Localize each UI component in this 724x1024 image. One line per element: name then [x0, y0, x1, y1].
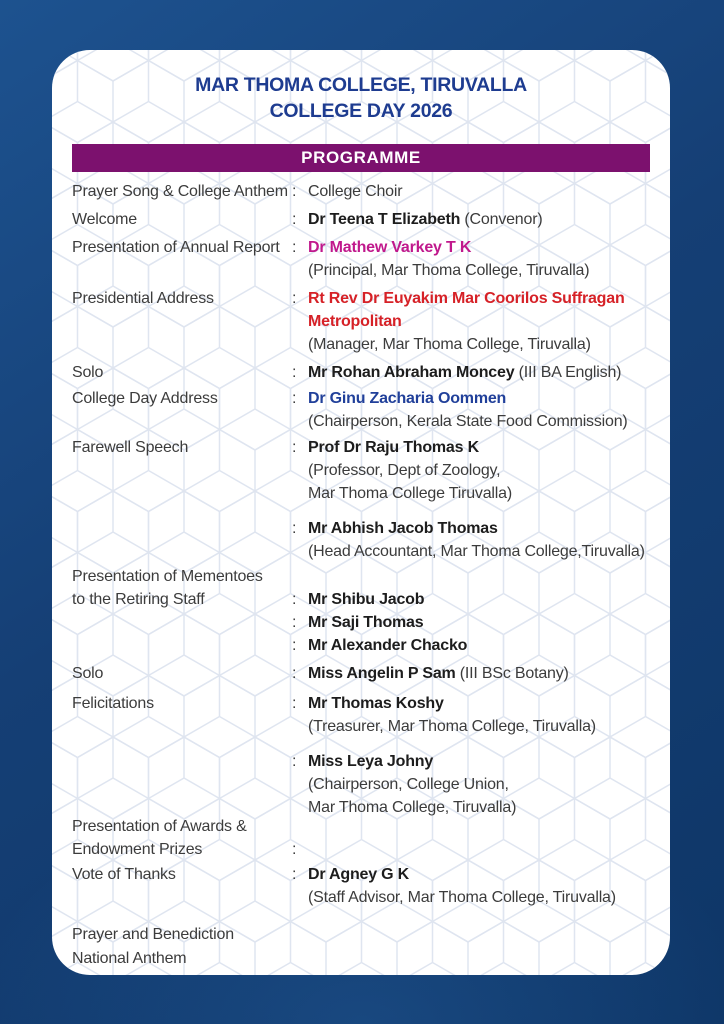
row-label-line: Presentation of Mementoes [72, 568, 263, 585]
row-content [292, 208, 650, 231]
colon-separator: : [292, 665, 297, 682]
programme-row [72, 947, 650, 970]
programme-row [72, 361, 650, 384]
colon-separator: : [292, 841, 297, 858]
colon-separator: : [292, 439, 297, 456]
person-entry [292, 180, 650, 203]
row-content [292, 815, 650, 861]
person-name-line: Dr Agney G K [308, 866, 410, 883]
row-label-line: Prayer and Benediction [72, 926, 234, 943]
person-detail: (Manager, Mar Thoma College, Tiruvalla) [308, 336, 591, 353]
row-label-line: to the Retiring Staff [72, 591, 205, 608]
row-label-line: Presentation of Annual Report [72, 239, 280, 256]
person-name [308, 662, 456, 685]
person-entry [292, 662, 650, 685]
colon-separator: : [292, 695, 297, 712]
person-name-line: Mr Shibu Jacob [308, 591, 425, 608]
person-qualifier: (Convenor) [460, 211, 543, 228]
person-name-line: Dr Mathew Varkey T K [308, 239, 472, 256]
colon-separator: : [292, 290, 297, 307]
person-name [308, 436, 479, 459]
person-detail: Mar Thoma College Tiruvalla) [308, 485, 512, 502]
person-entry [292, 361, 650, 384]
colon-separator: : [292, 614, 297, 631]
row-content [292, 662, 650, 685]
person-name-line: Mr Thomas Koshy [308, 695, 444, 712]
colon-separator: : [292, 390, 297, 407]
row-label-line: Welcome [72, 211, 137, 228]
colon-separator: : [292, 183, 297, 200]
person-name [308, 692, 444, 715]
row-label [72, 387, 292, 433]
row-label [72, 517, 292, 563]
row-label [72, 692, 292, 738]
person-name [308, 208, 460, 231]
row-label-line: Presentation of Awards & [72, 818, 247, 835]
person-name-line: Prof Dr Raju Thomas K [308, 439, 479, 456]
person-name-line: Rt Rev Dr Euyakim Mar Coorilos Suffragan [308, 290, 625, 307]
row-label [72, 208, 292, 231]
row-label-line: College Day Address [72, 390, 218, 407]
person-name [308, 287, 625, 333]
row-label-line: Solo [72, 364, 104, 381]
person-name-line: Mr Rohan Abraham Moncey [308, 364, 515, 381]
row-label [72, 565, 292, 657]
programme-row [72, 180, 650, 203]
row-content [292, 517, 650, 563]
row-label [72, 180, 292, 203]
programme-row [72, 750, 650, 819]
row-content [292, 180, 650, 203]
college-name: MAR THOMA COLLEGE, TIRUVALLA [195, 74, 527, 96]
row-label [72, 236, 292, 282]
person-entry [292, 750, 650, 773]
programme-row [72, 387, 650, 433]
page-title [52, 50, 670, 124]
colon-separator: : [292, 637, 297, 654]
person-entry [292, 517, 650, 540]
person-name-line: Miss Leya Johny [308, 753, 434, 770]
programme-row [72, 815, 650, 861]
person-name [308, 517, 498, 540]
person-name-line: Mr Saji Thomas [308, 614, 424, 631]
person-qualifier: (III BA English) [514, 364, 622, 381]
person-detail: (Principal, Mar Thoma College, Tiruvalla) [308, 262, 590, 279]
row-label-line: Solo [72, 665, 104, 682]
programme-row [72, 208, 650, 231]
programme-row [72, 565, 650, 657]
row-label-line: Felicitations [72, 695, 154, 712]
person-qualifier: (III BSc Botany) [455, 665, 569, 682]
person-detail: (Chairperson, Kerala State Food Commission) [308, 413, 628, 430]
programme-banner-label: PROGRAMME [301, 148, 421, 167]
programme-row [72, 692, 650, 738]
person-entry [292, 611, 650, 634]
row-label [72, 287, 292, 356]
person-name [308, 634, 467, 657]
row-label-line: Prayer Song & College Anthem [72, 183, 288, 200]
person-entry [292, 634, 650, 657]
person-name [308, 361, 514, 384]
row-content [292, 863, 650, 909]
person-name [308, 611, 423, 634]
person-entry [292, 387, 650, 410]
row-label [72, 436, 292, 505]
row-content [292, 361, 650, 384]
row-content [292, 236, 650, 282]
person-name-line: Dr Teena T Elizabeth [308, 211, 461, 228]
person-name-line: Metropolitan [308, 313, 402, 330]
row-label [72, 750, 292, 819]
programme-row [72, 436, 650, 505]
person-name [308, 180, 402, 203]
person-detail: Mar Thoma College, Tiruvalla) [308, 799, 517, 816]
person-name [308, 236, 471, 259]
colon-separator: : [292, 364, 297, 381]
programme-row [72, 923, 650, 946]
row-label-line: Endowment Prizes [72, 841, 203, 858]
person-entry [292, 588, 650, 611]
row-label [72, 947, 292, 970]
colon-separator: : [292, 520, 297, 537]
programme-row [72, 287, 650, 356]
person-name-line: College Choir [308, 183, 403, 200]
row-label [72, 815, 292, 861]
person-entry [292, 436, 650, 459]
event-name: COLLEGE DAY 2026 [269, 100, 453, 122]
row-label [72, 863, 292, 909]
person-entry [292, 236, 650, 259]
person-entry [292, 863, 650, 886]
person-entry [292, 838, 650, 861]
row-label-line: Vote of Thanks [72, 866, 176, 883]
person-detail: (Chairperson, College Union, [308, 776, 509, 793]
row-content [292, 387, 650, 433]
person-entry [292, 208, 650, 231]
programme-row [72, 863, 650, 909]
person-name-line: Mr Alexander Chacko [308, 637, 468, 654]
row-label [72, 662, 292, 685]
person-detail: (Professor, Dept of Zoology, [308, 462, 501, 479]
programme-row [72, 236, 650, 282]
row-label [72, 923, 292, 946]
person-name-line: Miss Angelin P Sam [308, 665, 456, 682]
row-content [292, 947, 650, 970]
person-name [308, 750, 433, 773]
person-name [308, 588, 424, 611]
programme-banner [72, 144, 650, 172]
row-content [292, 692, 650, 738]
colon-separator: : [292, 239, 297, 256]
programme-card [52, 50, 670, 975]
row-label-line: Presidential Address [72, 290, 214, 307]
person-name [308, 863, 409, 886]
person-entry [292, 692, 650, 715]
row-content [292, 565, 650, 657]
person-detail: (Staff Advisor, Mar Thoma College, Tiruvalla) [308, 889, 616, 906]
row-content [292, 436, 650, 505]
colon-separator: : [292, 753, 297, 770]
person-name-line: Dr Ginu Zacharia Oommen [308, 390, 507, 407]
programme-row [72, 662, 650, 685]
person-entry [292, 287, 650, 333]
row-content [292, 750, 650, 819]
person-name [308, 387, 506, 410]
person-detail: (Treasurer, Mar Thoma College, Tiruvalla) [308, 718, 596, 735]
colon-separator: : [292, 211, 297, 228]
programme-list [52, 172, 670, 970]
row-label [72, 361, 292, 384]
programme-row [72, 517, 650, 563]
row-content [292, 287, 650, 356]
row-label-line: National Anthem [72, 950, 187, 967]
row-content [292, 923, 650, 946]
person-name-line: Mr Abhish Jacob Thomas [308, 520, 498, 537]
row-label-line: Farewell Speech [72, 439, 189, 456]
colon-separator: : [292, 866, 297, 883]
colon-separator: : [292, 591, 297, 608]
person-detail: (Head Accountant, Mar Thoma College,Tiruvalla) [308, 543, 645, 560]
